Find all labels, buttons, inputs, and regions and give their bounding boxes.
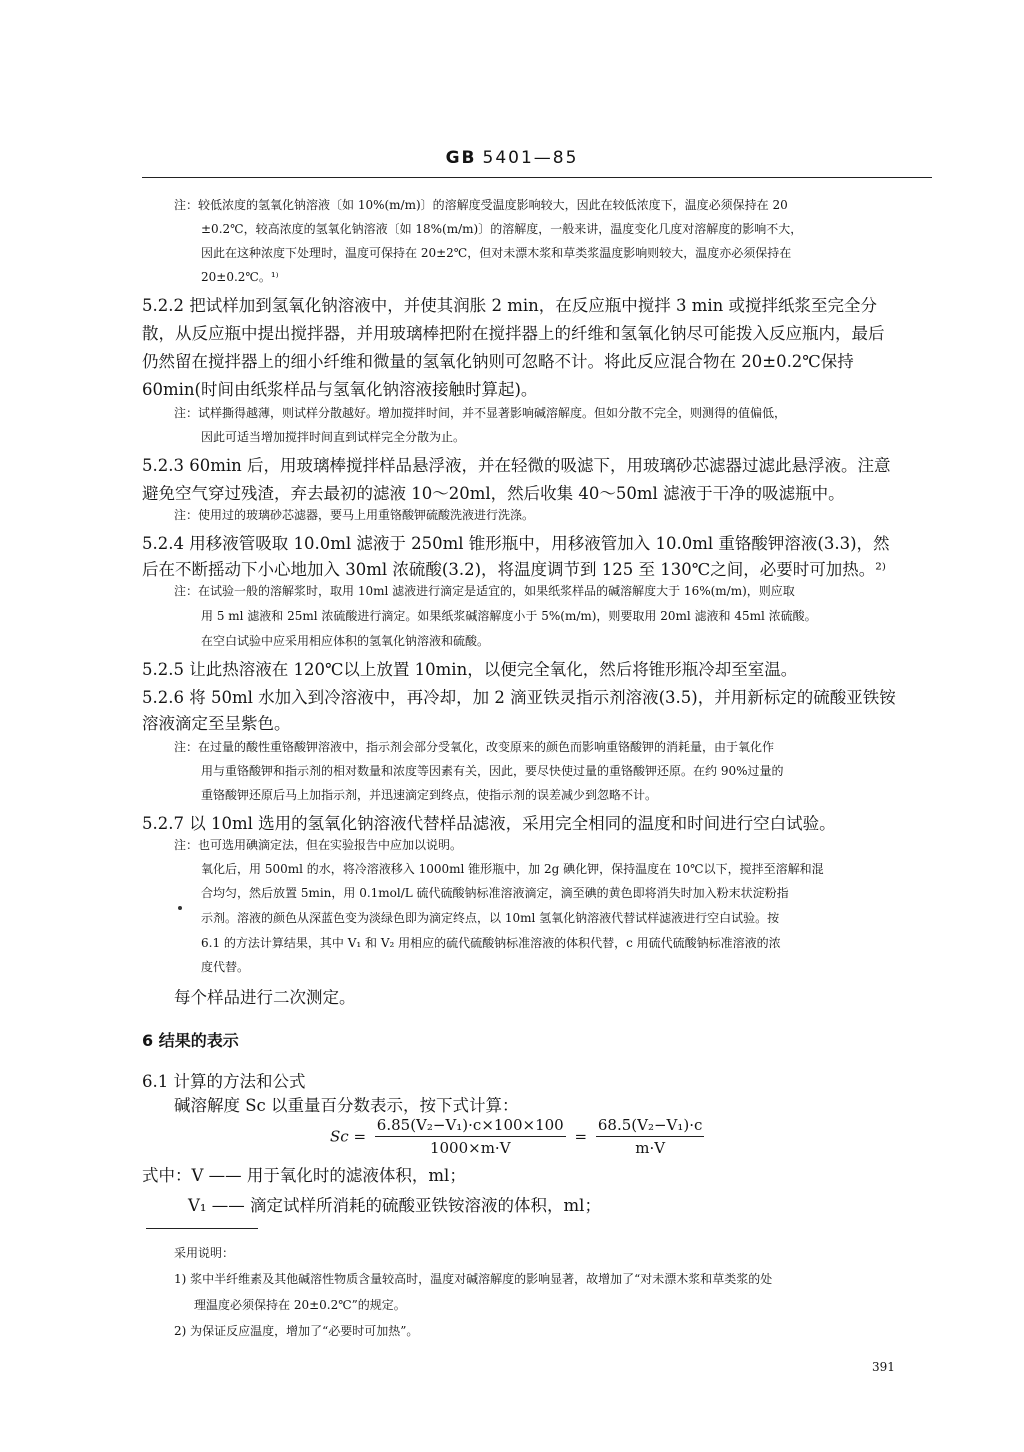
note-line: ±0.2℃，较高浓度的氢氧化钠溶液〔如 18%(m/m)〕的溶解度，一般来讲，温度变化几度对溶解度的影响不大， <box>201 222 803 236</box>
formula-denominator: m·V <box>635 1139 666 1157</box>
clause-line: 后在不断摇动下小心地加入 30ml 浓硫酸(3.2)，将温度调节到 125 至 130℃之间，必要时可加热。²⁾ <box>142 560 886 579</box>
clause-line: 散，从反应瓶中提出搅拌器，并用玻璃棒把附在搅拌器上的纤维和氢氧化钠尽可能拨入反应瓶内，最后 <box>142 324 885 343</box>
formula-equals: = <box>574 1127 588 1146</box>
subsection-title: 6.1 计算的方法和公式 <box>142 1072 306 1091</box>
note-line: 20±0.2℃。¹⁾ <box>201 270 279 284</box>
note-line: 合均匀，然后放置 5min，用 0.1mol/L 硫代硫酸钠标准溶液滴定，滴至碘的黄色即将消失时加入粉末状淀粉指 <box>201 886 789 900</box>
note-line: 注：也可选用碘滴定法，但在实验报告中应加以说明。 <box>174 838 463 852</box>
formula-fraction-1 <box>375 1116 566 1157</box>
note-line: 注：在试验一般的溶解浆时，取用 10ml 滤液进行滴定是适宜的，如果纸浆样品的碱溶解度大于 16%(m/m)，则应取 <box>174 584 795 598</box>
page-header <box>0 148 1024 168</box>
section-title: 6 结果的表示 <box>142 1031 239 1050</box>
formula-denominator: 1000×m·V <box>429 1139 511 1157</box>
note-line: 氧化后，用 500ml 的水，将冷溶液移入 1000ml 锥形瓶中，加 2g 碘化钾，保持温度在 10℃以下，搅拌至溶解和混 <box>201 862 824 876</box>
clause-5-2-5: 5.2.5 让此热溶液在 120℃以上放置 10min，以便完全氧化，然后将锥形瓶冷却至室温。 <box>142 660 798 679</box>
footnote-item: 理温度必须保持在 20±0.2℃”的规定。 <box>194 1298 406 1312</box>
note-line: 因此可适当增加搅拌时间直到试样完全分散为止。 <box>201 430 466 444</box>
clause-line: 避免空气穿过残渣，弃去最初的滤液 10～20ml，然后收集 40～50ml 滤液于干净的吸滤瓶中。 <box>142 484 845 503</box>
clause-5-2-4: 5.2.4 用移液管吸取 10.0ml 滤液于 250ml 锥形瓶中，用移液管加入 10.0ml 重铬酸钾溶液(3.3)，然 <box>142 534 890 553</box>
note-line: 因此在这种浓度下处理时，温度可保持在 20±2℃，但对未漂木浆和草类浆温度影响则较大，温度亦必须保持在 <box>201 246 792 260</box>
footnote-item: 2) 为保证反应温度，增加了“必要时可加热”。 <box>174 1324 419 1338</box>
note-line: 在空白试验中应采用相应体积的氢氧化钠溶液和硫酸。 <box>201 634 490 648</box>
clause-5-2-7: 5.2.7 以 10ml 选用的氢氧化钠溶液代替样品滤液，采用完全相同的温度和时间进行空白试验。 <box>142 814 836 833</box>
footnote-rule <box>146 1228 258 1229</box>
clause-5-2-3: 5.2.3 60min 后，用玻璃棒搅拌样品悬浮液，并在轻微的吸滤下，用玻璃砂芯滤器过滤此悬浮液。注意 <box>142 456 891 475</box>
clause-5-2-6: 5.2.6 将 50ml 水加入到冷溶液中，再冷却，加 2 滴亚铁灵指示剂溶液(3.5)，并用新标定的硫酸亚铁铵 <box>142 688 896 707</box>
formula-lhs: Sc = <box>330 1127 367 1146</box>
note-line: 示剂。溶液的颜色从深蓝色变为淡绿色即为滴定终点，以 10ml 氢氧化钠溶液代替试样滤液进行空白试验。按 <box>201 911 780 925</box>
note-line: 6.1 的方法计算结果，其中 V₁ 和 V₂ 用相应的硫代硫酸钠标准溶液的体积代替，c 用硫代硫酸钠标准溶液的浓 <box>201 936 781 950</box>
formula-intro: 碱溶解度 Sc 以重量百分数表示，按下式计算： <box>174 1096 519 1115</box>
note-line: 注：试样撕得越薄，则试样分散越好。增加搅拌时间，并不显著影响碱溶解度。但如分散不完全，则测得的值偏低， <box>174 406 787 420</box>
clause-line: 60min(时间由纸浆样品与氢氧化钠溶液接触时算起)。 <box>142 380 538 399</box>
header-rule <box>142 177 932 178</box>
note-line: 度代替。 <box>201 960 250 974</box>
formula-fraction-2 <box>596 1116 705 1157</box>
footnote-title: 采用说明： <box>174 1246 235 1260</box>
note-line: 重铬酸钾还原后马上加指示剂，并迅速滴定到终点，使指示剂的误差减少到忽略不计。 <box>201 788 658 802</box>
standard-prefix: GB <box>445 148 477 168</box>
note-line: 用与重铬酸钾和指示剂的相对数量和浓度等因素有关，因此，要尽快使过量的重铬酸钾还原。在约 90%过量的 <box>201 764 784 778</box>
footnote-item: 1) 浆中半纤维素及其他碱溶性物质含量较高时，温度对碱溶解度的影响显著，故增加了“对未漂木浆和草类浆的处 <box>174 1272 773 1286</box>
clause-line: 溶液滴定至呈紫色。 <box>142 714 291 733</box>
formula-numerator: 68.5(V₂−V₁)·c <box>596 1116 705 1137</box>
standard-number: 5401—85 <box>482 148 579 168</box>
where-line: V₁ —— 滴定试样所消耗的硫酸亚铁铵溶液的体积，ml； <box>188 1196 601 1215</box>
note-line: 注：在过量的酸性重铬酸钾溶液中，指示剂会部分受氧化，改变原来的颜色而影响重铬酸钾的消耗量，由于氧化作 <box>174 740 775 754</box>
formula-numerator: 6.85(V₂−V₁)·c×100×100 <box>375 1116 566 1137</box>
note-line: 注：较低浓度的氢氧化钠溶液〔如 10%(m/m)〕的溶解度受温度影响较大，因此在较低浓度下，温度必须保持在 20 <box>174 198 788 212</box>
note-line: 用 5 ml 滤液和 25ml 浓硫酸进行滴定。如果纸浆碱溶解度小于 5%(m/m)，则要取用 20ml 滤液和 45ml 浓硫酸。 <box>201 609 817 623</box>
page-number: 391 <box>872 1360 895 1374</box>
repeat-line: 每个样品进行二次测定。 <box>174 988 356 1007</box>
scan-speck <box>178 906 182 910</box>
clause-5-2-2: 5.2.2 把试样加到氢氧化钠溶液中，并使其润胀 2 min，在反应瓶中搅拌 3 min 或搅拌纸浆至完全分 <box>142 296 878 315</box>
clause-line: 仍然留在搅拌器上的细小纤维和微量的氢氧化钠则可忽略不计。将此反应混合物在 20±0.2℃保持 <box>142 352 854 371</box>
formula <box>330 1116 708 1157</box>
note-line: 注：使用过的玻璃砂芯滤器，要马上用重铬酸钾硫酸洗液进行洗涤。 <box>174 508 535 522</box>
where-line: 式中：V —— 用于氧化时的滤液体积，ml； <box>142 1166 466 1185</box>
